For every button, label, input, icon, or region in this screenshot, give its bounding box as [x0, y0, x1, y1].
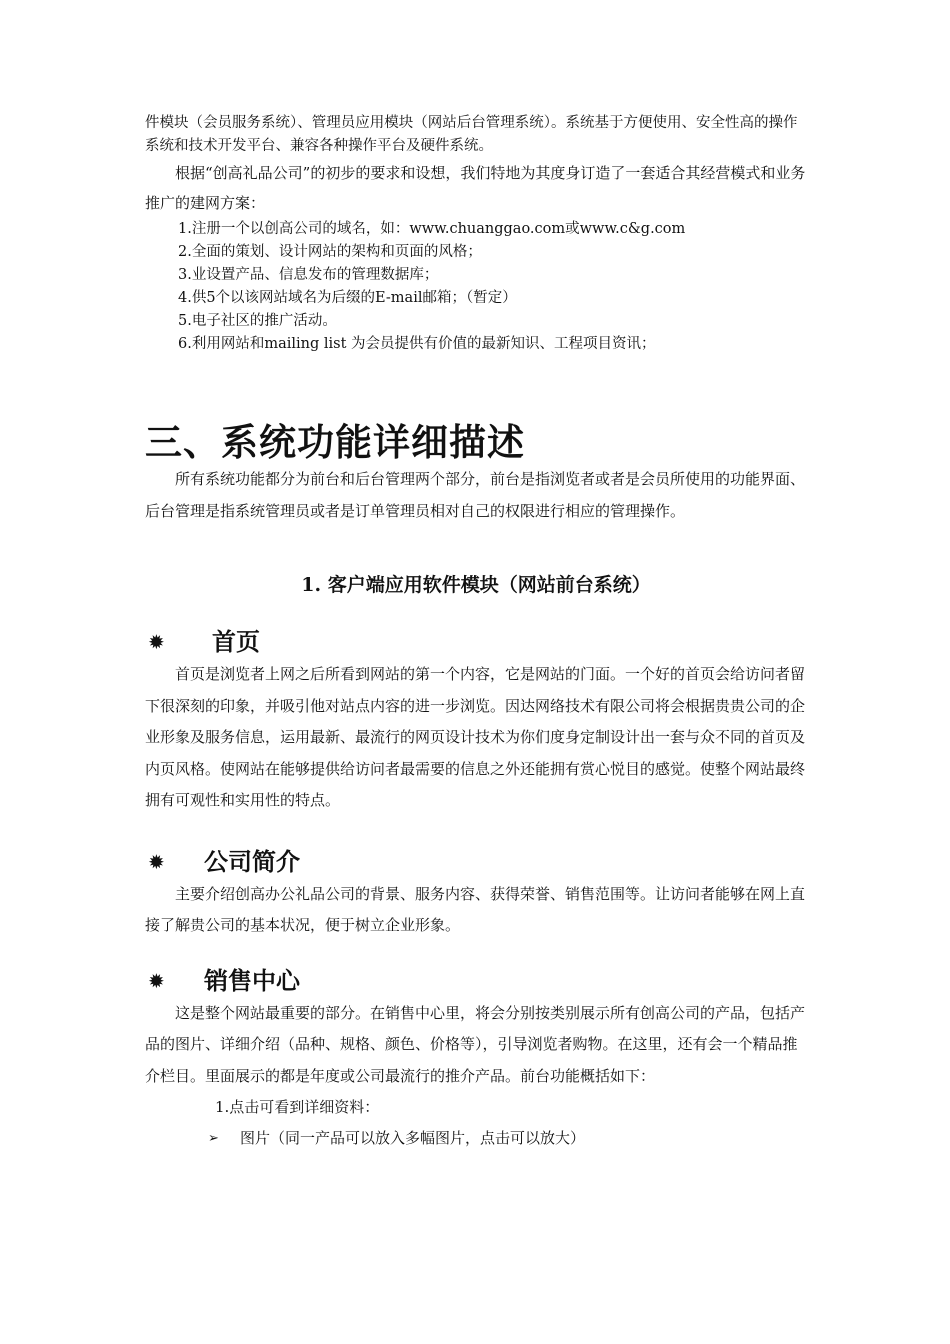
sales-bullet	[145, 1123, 807, 1154]
section-heading: 三、系统功能详细描述	[145, 421, 525, 464]
star-bullet-icon: ✹	[148, 849, 165, 874]
sales-title: 销售中心	[204, 966, 300, 995]
sales-subitem: 1.点击可看到详细资料：	[215, 1098, 380, 1116]
proposal-list	[145, 218, 807, 356]
list-item: 4.供5个以该网站域名为后缀的E-mail邮箱；（暂定）	[178, 290, 517, 306]
homepage-paragraph: 首页是浏览者上网之后所看到网站的第一个内容，它是网站的门面。一个好的首页会给访问者留下很深刻的印象，并吸引他对站点内容的进一步浏览。因达网络技术有限公司将会根据贵贵公司的企业形象及服务信息，运用最新、最流行的网页设计技术为你们度身定制设计出一套与众不同的首页及内页风格。使网站在能够提供给访问者最需要的信息之外还能拥有赏心悦目的感觉。使整个网站最终拥有可观性和实用性的特点。	[145, 665, 806, 809]
intro-paragraph-2: 根据“创高礼品公司”的初步的要求和设想，我们特地为其度身订造了一套适合其经营模式和业务推广的建网方案：	[145, 164, 806, 212]
section-paragraph: 所有系统功能都分为前台和后台管理两个部分，前台是指浏览者或者是会员所使用的功能界面、后台管理是指系统管理员或者是订单管理员相对自己的权限进行相应的管理操作。	[145, 470, 806, 520]
document-page	[145, 112, 807, 1154]
list-item: 1.注册一个以创高公司的域名，如：www.chuanggao.com或www.c&g.com	[178, 221, 686, 237]
star-bullet-icon: ✹	[148, 630, 165, 654]
arrow-bullet-icon: ➢	[208, 1131, 219, 1146]
list-item: 5.电子社区的推广活动。	[178, 313, 337, 329]
homepage-heading	[145, 625, 807, 659]
company-paragraph: 主要介绍创高办公礼品公司的背景、服务内容、获得荣誉、销售范围等。让访问者能够在网上直接了解贵公司的基本状况，便于树立企业形象。	[145, 884, 806, 934]
sales-bullet-text: 图片（同一产品可以放入多幅图片，点击可以放大）	[240, 1129, 586, 1147]
star-bullet-icon: ✹	[148, 968, 165, 993]
company-title: 公司简介	[204, 847, 300, 876]
list-item: 2.全面的策划、设计网站的架构和页面的风格；	[178, 244, 482, 260]
company-heading	[145, 845, 807, 879]
module-heading: 1. 客户端应用软件模块（网站前台系统）	[301, 574, 651, 596]
sales-paragraph: 这是整个网站最重要的部分。在销售中心里，将会分别按类别展示所有创高公司的产品，包括产品的图片、详细介绍（品种、规格、颜色、价格等），引导浏览者购物。在这里，还有会一个精品推介栏目。里面展示的都是年度或公司最流行的推介产品。前台功能概括如下：	[145, 1003, 806, 1085]
list-item: 6.利用网站和mailing list 为会员提供有价值的最新知识、工程项目资讯；	[178, 336, 656, 352]
sales-heading	[145, 964, 807, 998]
homepage-title: 首页	[212, 628, 260, 656]
intro-paragraph-1: 件模块（会员服务系统）、管理员应用模块（网站后台管理系统）。系统基于方便使用、安全性高的操作系统和技术开发平台、兼容各种操作平台及硬件系统。	[145, 115, 798, 154]
list-item: 3.业设置产品、信息发布的管理数据库；	[178, 267, 439, 283]
